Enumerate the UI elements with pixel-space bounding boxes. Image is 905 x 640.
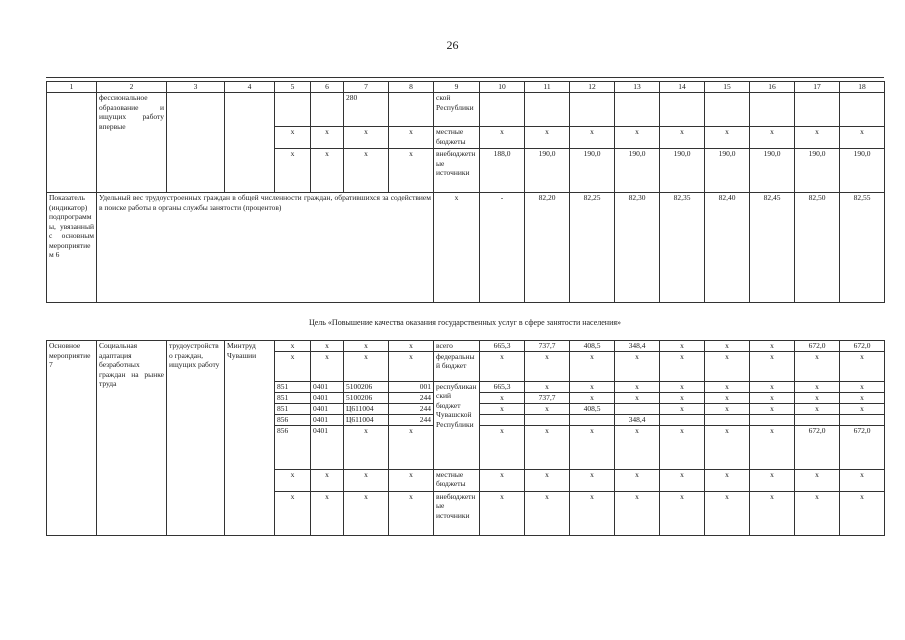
table-cell: х: [705, 351, 750, 381]
table-cell: [570, 93, 615, 127]
table-cell: х: [705, 127, 750, 149]
table-cell: х: [389, 149, 434, 193]
table-cell: [750, 93, 795, 127]
header-cell: 8: [389, 82, 434, 93]
table-cell: [660, 414, 705, 425]
table-cell: х: [840, 381, 885, 392]
table-cell: х: [389, 469, 434, 491]
measure-result: трудоустройство граждан, ищущих работу: [167, 341, 225, 536]
table-cell: х: [750, 491, 795, 535]
table-cell: х: [750, 425, 795, 469]
table-cell: [705, 414, 750, 425]
header-cell: 6: [311, 82, 344, 93]
table-row: [47, 93, 885, 127]
table-cell: 0401: [311, 414, 344, 425]
table-cell: х: [750, 381, 795, 392]
table-cell: х: [615, 392, 660, 403]
table-cell: х: [389, 341, 434, 352]
indicator-value: 82,40: [705, 193, 750, 303]
table-cell: х: [525, 127, 570, 149]
table-cell: х: [840, 403, 885, 414]
table-cell: х: [660, 425, 705, 469]
table-cell: х: [570, 127, 615, 149]
table-cell: 672,0: [840, 341, 885, 352]
indicator-value: 82,45: [750, 193, 795, 303]
header-cell: 4: [225, 82, 275, 93]
table-cell: х: [570, 491, 615, 535]
table-cell: [275, 93, 311, 127]
continued-event-text: фессиональное образование и ищущих работу впервые: [97, 93, 167, 193]
table-cell: х: [795, 469, 840, 491]
indicator-label: Показатель (индикатор) подпрограммы, увязанный с основным мероприятием 6: [47, 193, 97, 303]
table-cell: [750, 414, 795, 425]
table-cell: х: [389, 425, 434, 469]
goal-heading: Цель «Повышение качества оказания государственных услуг в сфере занятости населения»: [308, 318, 622, 327]
funding-source: республиканский бюджет Чувашской Республики: [434, 381, 480, 469]
table-cell: х: [570, 381, 615, 392]
table-cell: х: [344, 341, 389, 352]
table-cell: х: [705, 491, 750, 535]
header-cell: 18: [840, 82, 885, 93]
table-cell: х: [750, 127, 795, 149]
table-cell: [795, 414, 840, 425]
table-cell: х: [480, 491, 525, 535]
measure-table: [46, 340, 885, 536]
funding-source: местные бюджеты: [434, 127, 480, 149]
header-cell: 13: [615, 82, 660, 93]
header-cell: 3: [167, 82, 225, 93]
table-cell: х: [525, 469, 570, 491]
funding-source: ской Республики: [434, 93, 480, 127]
table-cell: х: [570, 469, 615, 491]
table-cell: 190,0: [840, 149, 885, 193]
table-cell: 0401: [311, 403, 344, 414]
table-cell: [47, 93, 97, 193]
table-cell: х: [344, 491, 389, 535]
table-cell: [525, 414, 570, 425]
table-cell: х: [480, 351, 525, 381]
table-cell: 0401: [311, 381, 344, 392]
table-cell: 190,0: [660, 149, 705, 193]
table-cell: х: [311, 351, 344, 381]
table-cell: х: [434, 193, 480, 303]
table-cell: 672,0: [795, 425, 840, 469]
table-top-rule: [46, 77, 884, 78]
table-cell: х: [705, 392, 750, 403]
table-cell: х: [570, 425, 615, 469]
table-cell: [615, 403, 660, 414]
funding-source: всего: [434, 341, 480, 352]
table-cell: х: [660, 469, 705, 491]
funding-source: местные бюджеты: [434, 469, 480, 491]
table-cell: 280: [344, 93, 389, 127]
table-cell: 851: [275, 381, 311, 392]
header-cell: 12: [570, 82, 615, 93]
table-cell: [705, 93, 750, 127]
funding-source: внебюджетные источники: [434, 491, 480, 535]
table-cell: [840, 414, 885, 425]
measure-name: Социальная адаптация безработных граждан на рынке труда: [97, 341, 167, 536]
table-cell: х: [750, 403, 795, 414]
table-cell: 737,7: [525, 392, 570, 403]
table-row: [47, 341, 885, 352]
table-cell: 190,0: [750, 149, 795, 193]
table-cell: Ц611004: [344, 403, 389, 414]
table-cell: х: [311, 149, 344, 193]
table-cell: [167, 93, 225, 193]
table-cell: 665,3: [480, 381, 525, 392]
table-cell: х: [840, 392, 885, 403]
table-cell: 001: [389, 381, 434, 392]
table-cell: х: [570, 392, 615, 403]
table-cell: х: [344, 469, 389, 491]
table-cell: х: [525, 425, 570, 469]
table-cell: х: [344, 127, 389, 149]
table-cell: х: [344, 351, 389, 381]
header-cell: 15: [705, 82, 750, 93]
table-cell: [615, 93, 660, 127]
table-cell: х: [525, 491, 570, 535]
indicator-value: 82,50: [795, 193, 840, 303]
table-cell: х: [275, 341, 311, 352]
indicator-value: 82,20: [525, 193, 570, 303]
table-cell: 851: [275, 403, 311, 414]
table-cell: х: [389, 127, 434, 149]
header-cell: 10: [480, 82, 525, 93]
table-cell: 856: [275, 425, 311, 469]
table-cell: х: [275, 351, 311, 381]
table-cell: 5100206: [344, 392, 389, 403]
table-cell: х: [275, 491, 311, 535]
table-cell: х: [389, 491, 434, 535]
header-cell: 1: [47, 82, 97, 93]
table-cell: х: [795, 392, 840, 403]
table-cell: Ц611004: [344, 414, 389, 425]
table-cell: х: [660, 351, 705, 381]
measure-label: Основное мероприятие 7: [47, 341, 97, 536]
table-cell: [480, 414, 525, 425]
header-cell: 16: [750, 82, 795, 93]
table-cell: 244: [389, 392, 434, 403]
header-cell: 14: [660, 82, 705, 93]
table-cell: 348,4: [615, 414, 660, 425]
table-cell: 190,0: [705, 149, 750, 193]
header-cell: 17: [795, 82, 840, 93]
table-cell: х: [660, 403, 705, 414]
table-cell: х: [705, 403, 750, 414]
table-cell: х: [660, 381, 705, 392]
table-cell: х: [840, 491, 885, 535]
table-cell: х: [615, 351, 660, 381]
table-cell: [525, 93, 570, 127]
funding-source: федеральный бюджет: [434, 351, 480, 381]
table-cell: х: [615, 425, 660, 469]
table-cell: 190,0: [570, 149, 615, 193]
table-cell: х: [750, 351, 795, 381]
table-cell: х: [660, 392, 705, 403]
table-cell: х: [311, 341, 344, 352]
table-cell: х: [525, 403, 570, 414]
table-cell: 737,7: [525, 341, 570, 352]
table-cell: 408,5: [570, 341, 615, 352]
table-cell: 408,5: [570, 403, 615, 414]
table-cell: х: [750, 392, 795, 403]
header-cell: 2: [97, 82, 167, 93]
table-cell: х: [750, 341, 795, 352]
table-cell: [389, 93, 434, 127]
table-cell: х: [705, 341, 750, 352]
table-cell: [840, 93, 885, 127]
indicator-text: Удельный вес трудоустроенных граждан в общей численности граждан, обратившихся за содействием в поиске работы в органы службы занятости (процентов): [97, 193, 434, 303]
table-cell: 348,4: [615, 341, 660, 352]
table-cell: 0401: [311, 392, 344, 403]
indicator-value: 82,35: [660, 193, 705, 303]
indicator-value: 82,30: [615, 193, 660, 303]
header-row: [47, 82, 885, 93]
table-cell: х: [705, 469, 750, 491]
table-cell: х: [795, 403, 840, 414]
table-cell: х: [795, 491, 840, 535]
table-cell: х: [840, 351, 885, 381]
table-cell: х: [840, 469, 885, 491]
table-cell: х: [311, 469, 344, 491]
table-cell: х: [660, 491, 705, 535]
table-cell: 672,0: [795, 341, 840, 352]
table-cell: х: [615, 381, 660, 392]
table-cell: х: [275, 149, 311, 193]
table-cell: х: [840, 127, 885, 149]
table-cell: [311, 93, 344, 127]
table-cell: х: [311, 491, 344, 535]
table-cell: х: [660, 341, 705, 352]
table-cell: х: [480, 403, 525, 414]
indicator-value: -: [480, 193, 525, 303]
table-cell: х: [705, 381, 750, 392]
table-cell: 5100206: [344, 381, 389, 392]
table-cell: 856: [275, 414, 311, 425]
table-cell: х: [795, 381, 840, 392]
table-cell: 672,0: [840, 425, 885, 469]
table-cell: х: [389, 351, 434, 381]
table-cell: 244: [389, 414, 434, 425]
indicator-value: 82,25: [570, 193, 615, 303]
table-cell: [570, 414, 615, 425]
table-cell: х: [660, 127, 705, 149]
table-cell: х: [615, 469, 660, 491]
table-cell: х: [570, 351, 615, 381]
header-cell: 7: [344, 82, 389, 93]
table-cell: х: [480, 425, 525, 469]
table-cell: х: [525, 381, 570, 392]
table-cell: 665,3: [480, 341, 525, 352]
indicator-row: [47, 193, 885, 303]
table-cell: 244: [389, 403, 434, 414]
measure-executor: Минтруд Чувашии: [225, 341, 275, 536]
table-cell: х: [344, 149, 389, 193]
header-cell: 5: [275, 82, 311, 93]
table-cell: х: [480, 127, 525, 149]
table-cell: [795, 93, 840, 127]
table-cell: х: [750, 469, 795, 491]
table-cell: х: [480, 392, 525, 403]
table-cell: х: [615, 127, 660, 149]
table-cell: х: [275, 469, 311, 491]
table-cell: 190,0: [525, 149, 570, 193]
header-cell: 11: [525, 82, 570, 93]
table-cell: х: [615, 491, 660, 535]
table-cell: 188,0: [480, 149, 525, 193]
table-cell: х: [525, 351, 570, 381]
table-cell: х: [344, 425, 389, 469]
table-cell: 851: [275, 392, 311, 403]
indicator-value: 82,55: [840, 193, 885, 303]
top-table: [46, 81, 885, 303]
table-cell: 0401: [311, 425, 344, 469]
table-cell: х: [311, 127, 344, 149]
table-cell: х: [275, 127, 311, 149]
table-cell: х: [705, 425, 750, 469]
table-cell: х: [795, 351, 840, 381]
funding-source: внебюджетные источники: [434, 149, 480, 193]
table-cell: 190,0: [615, 149, 660, 193]
table-cell: [660, 93, 705, 127]
table-cell: х: [480, 469, 525, 491]
header-cell: 9: [434, 82, 480, 93]
page-number: 26: [446, 38, 459, 52]
table-cell: [225, 93, 275, 193]
table-cell: [480, 93, 525, 127]
table-cell: х: [795, 127, 840, 149]
table-cell: 190,0: [795, 149, 840, 193]
